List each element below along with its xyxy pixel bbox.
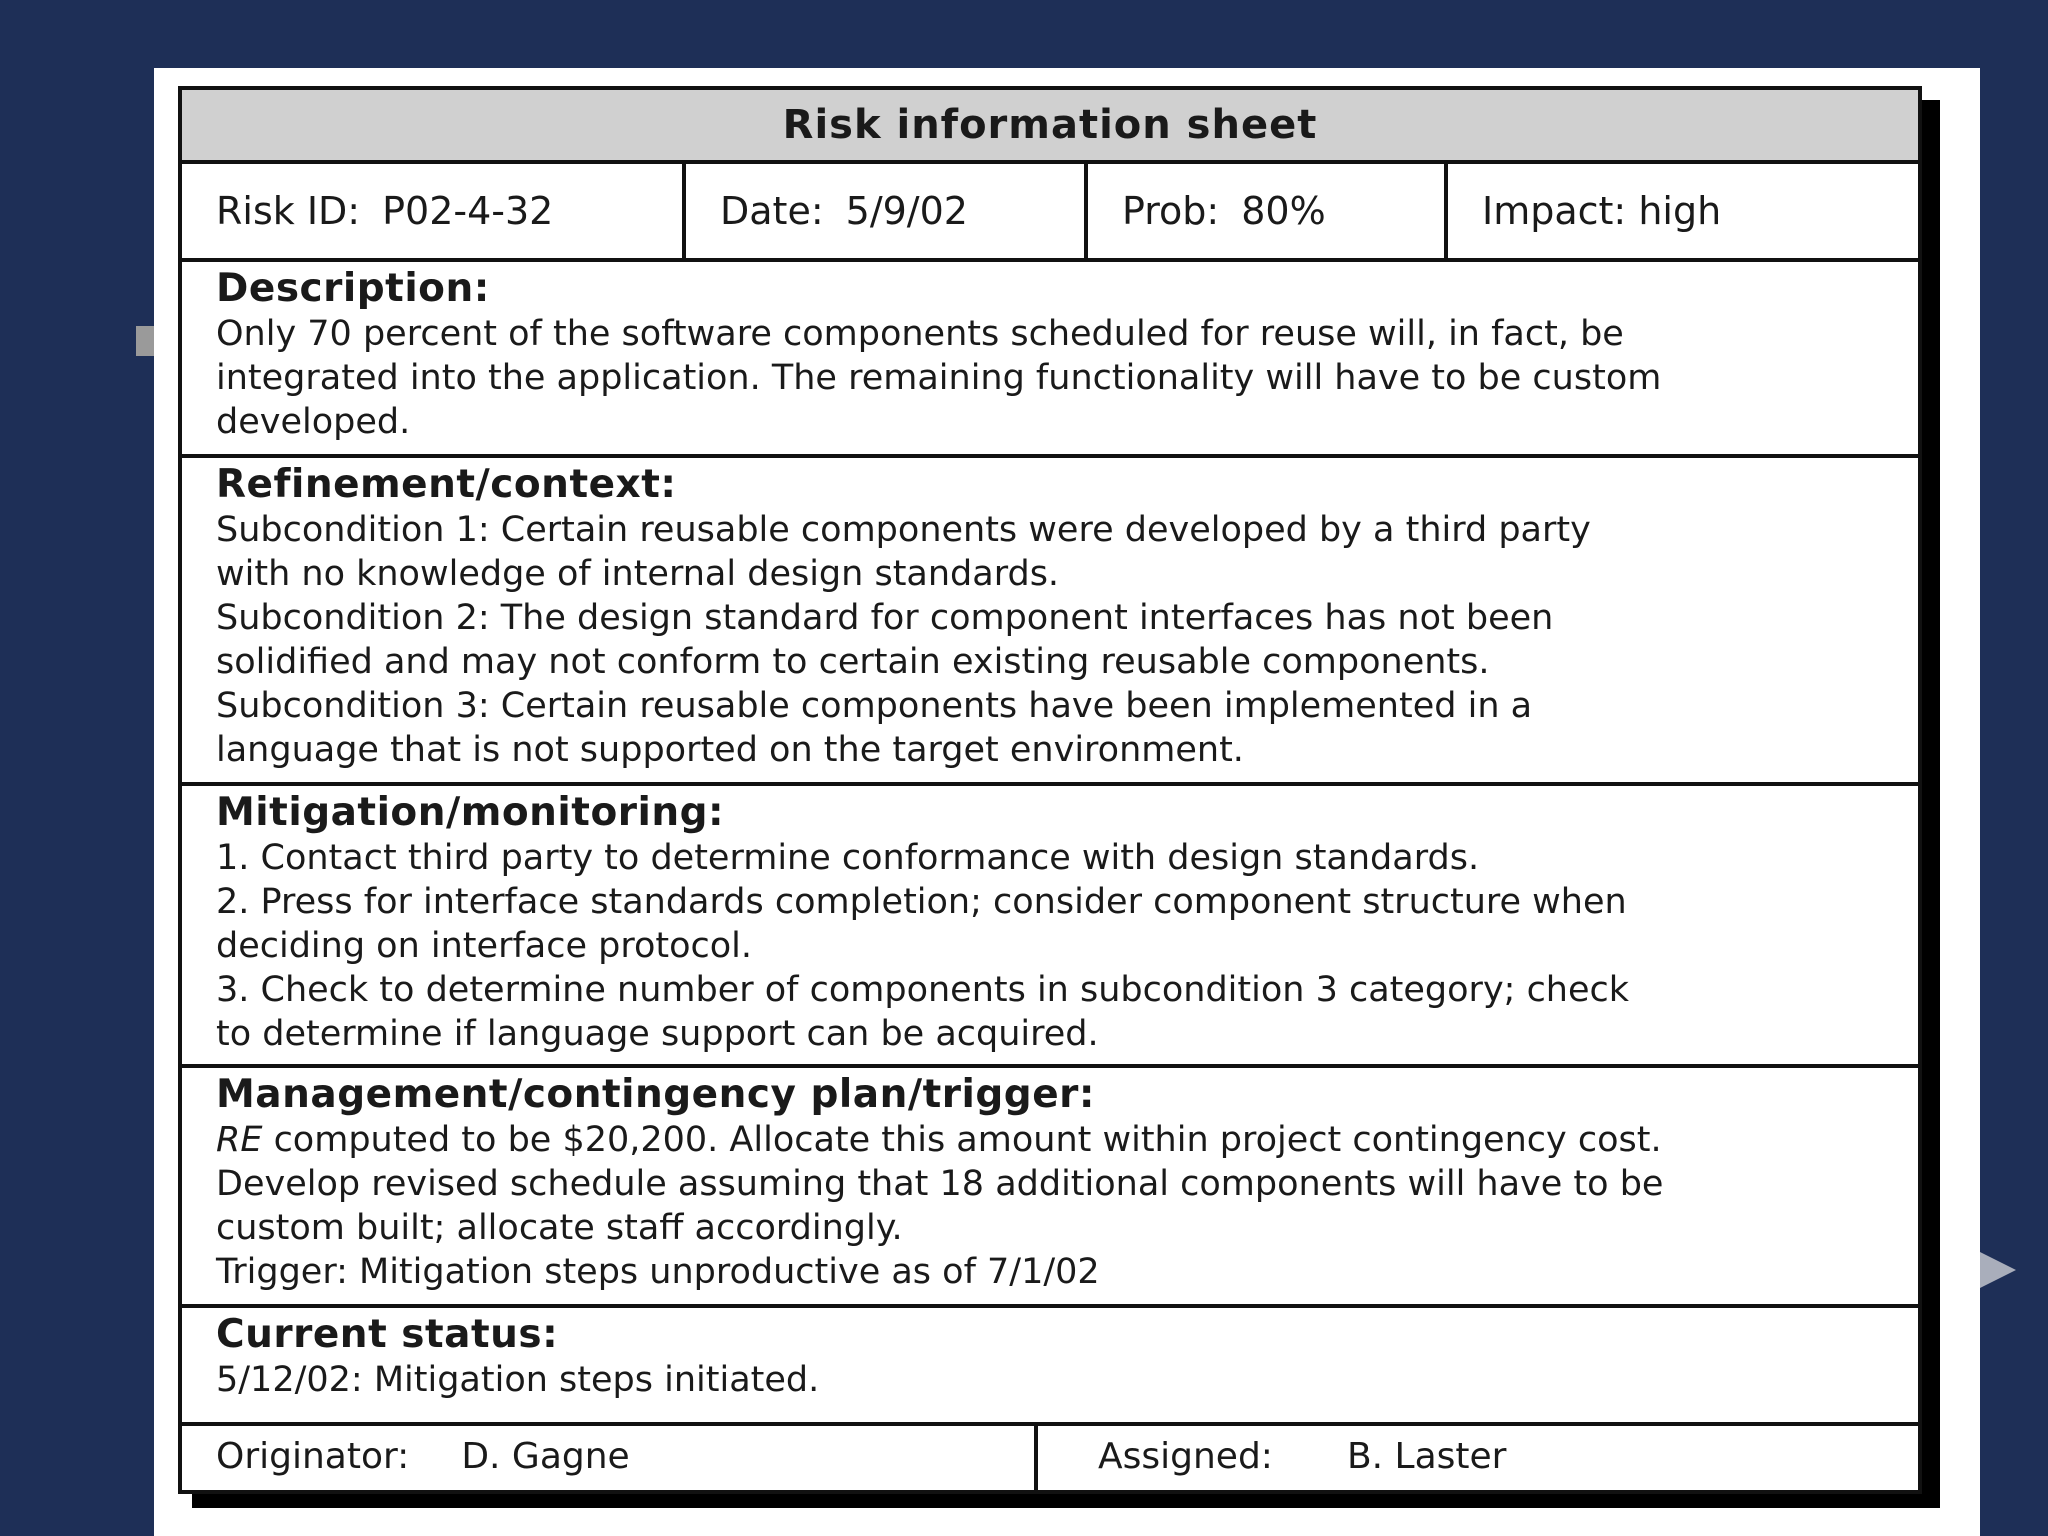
trigger-line: Trigger: Mitigation steps unproductive as of 7/1/02 [216,1252,1100,1292]
mitigation-line: 2. Press for interface standards completion; consider component structure when [216,882,1627,922]
date-value: 5/9/02 [845,189,968,233]
management-line-rest: computed to be $20,200. Allocate this amount within project contingency cost. [262,1120,1662,1160]
assigned-label: Assigned: [1098,1436,1273,1477]
date-label: Date: [720,189,824,233]
description-line: developed. [216,402,411,442]
refinement-line: language that is not supported on the target environment. [216,730,1244,770]
re-term: RE [216,1120,263,1160]
status-section [182,1308,1918,1426]
risk-id-value: P02-4-32 [382,189,554,233]
description-section [182,262,1918,458]
decorative-arrow-icon [1980,1252,2016,1288]
mitigation-section [182,786,1918,1068]
date-cell [686,164,1088,258]
originator-value: D. Gagne [461,1436,630,1477]
impact-value: high [1638,189,1722,233]
mitigation-line: to determine if language support can be acquired. [216,1014,1099,1054]
refinement-section [182,458,1918,786]
management-line: Develop revised schedule assuming that 18 additional components will have to be [216,1164,1664,1204]
description-heading: Description: [216,266,490,311]
originator-cell [182,1426,1038,1490]
mitigation-line: 3. Check to determine number of components in subcondition 3 category; check [216,970,1630,1010]
description-line: Only 70 percent of the software components scheduled for reuse will, in fact, be [216,314,1624,354]
originator-label: Originator: [216,1436,410,1477]
management-line [216,1118,1878,1162]
mitigation-line: 1. Contact third party to determine conformance with design standards. [216,838,1480,878]
management-section [182,1068,1918,1308]
refinement-heading: Refinement/context: [216,462,677,507]
impact-cell [1448,164,1918,258]
assigned-cell [1038,1426,1918,1490]
refinement-line: with no knowledge of internal design standards. [216,554,1060,594]
risk-information-sheet [178,86,1922,1494]
probability-value: 80% [1241,189,1326,233]
refinement-line: solidified and may not conform to certain existing reusable components. [216,642,1490,682]
refinement-line: Subcondition 2: The design standard for component interfaces has not been [216,598,1554,638]
decorative-square [136,326,154,356]
status-heading: Current status: [216,1312,559,1357]
meta-row [182,164,1918,262]
footer-row [182,1426,1918,1490]
risk-id-label: Risk ID: [216,189,361,233]
probability-cell [1088,164,1448,258]
refinement-line: Subcondition 1: Certain reusable components were developed by a third party [216,510,1591,550]
status-line: 5/12/02: Mitigation steps initiated. [216,1360,820,1400]
description-line: integrated into the application. The remaining functionality will have to be custom [216,358,1662,398]
risk-id-cell [182,164,686,258]
impact-label: Impact: [1482,189,1627,233]
assigned-value: B. Laster [1346,1436,1507,1477]
probability-label: Prob: [1122,189,1220,233]
management-line: custom built; allocate staff accordingly. [216,1208,903,1248]
mitigation-line: deciding on interface protocol. [216,926,753,966]
management-heading: Management/contingency plan/trigger: [216,1072,1095,1117]
mitigation-heading: Mitigation/monitoring: [216,790,725,835]
refinement-line: Subcondition 3: Certain reusable components have been implemented in a [216,686,1533,726]
sheet-title: Risk information sheet [182,90,1918,164]
